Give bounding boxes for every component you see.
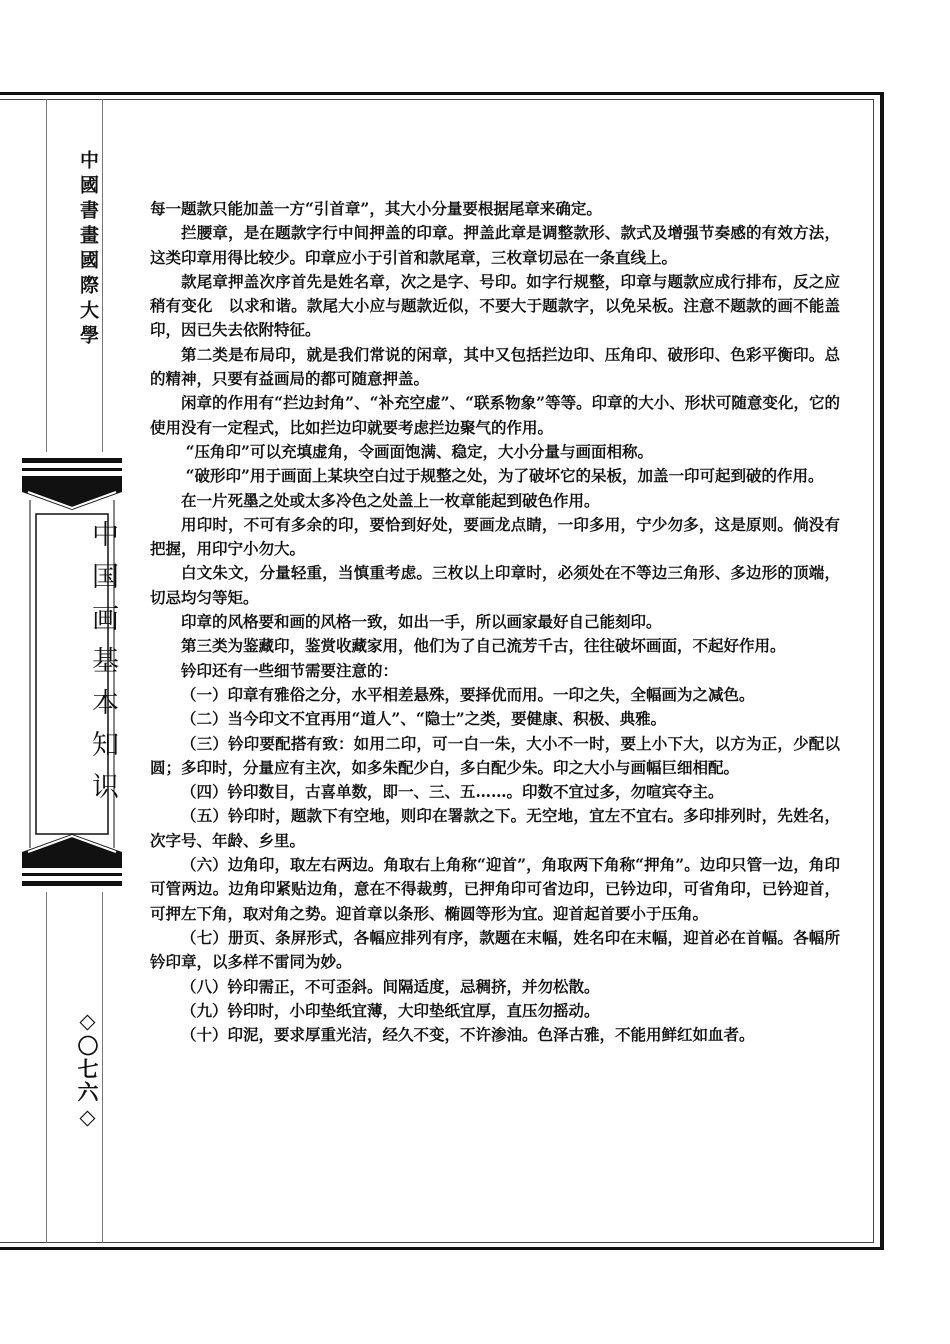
- page-number: ◇〇七六◇: [75, 1008, 100, 1131]
- list-item: （九）钤印时，小印垫纸宜薄，大印垫纸宜厚，直压勿摇动。: [181, 1000, 600, 1020]
- paragraph: 闲章的作用有“拦边封角”、“补充空虚”、“联系物象”等等。印章的大小、形状可随意变化，它的使用没有一定程式，比如拦边印就要考虑拦边聚气的作用。: [150, 393, 840, 437]
- list-item: （五）钤印时，题款下有空地，则印在署款之下。无空地，宜左不宜右。多印排列时，先姓名，次字号、年龄、乡里。: [150, 806, 840, 850]
- list-item: （八）钤印需正，不可歪斜。间隔适度，忌稠挤，并勿松散。: [181, 976, 600, 996]
- paragraph: 用印时，不可有多余的印，要恰到好处，要画龙点睛，一印多用，宁少勿多，这是原则。倘没有把握，用印宁小勿大。: [150, 514, 840, 559]
- book-title: 中国画基本知识: [87, 520, 118, 814]
- list-item: （七）册页、条屏形式，各幅应排列有序，款题在末幅，姓名印在末幅，迎首必在首幅。各幅所钤印章，以多样不雷同为妙。: [150, 927, 840, 972]
- paragraph: 印章的风格要和画的风格一致，如出一手，所以画家最好自己能刻印。: [181, 612, 662, 632]
- paragraph: 拦腰章，是在题款字行中间押盖的印章。押盖此章是调整款形、款式及增强节奏感的有效方法，这类印章用得比较少。印章应小于引首和款尾章，三枚章切忌在一条直线上。: [150, 223, 840, 267]
- list-item: （三）钤印要配搭有致：如用二印，可一白一朱，大小不一时，要上小下大，以方为正，少配以圆；多印时，分量应有主次，如多朱配少白，多白配少朱。印之大小与画幅巨细相配。: [150, 733, 840, 777]
- paragraph: 在一片死墨之处或太多冷色之处盖上一枚章能起到破色作用。: [181, 490, 600, 510]
- paragraph: 白文朱文，分量轻重，当慎重考虑。三枚以上印章时，必须处在不等边三角形、多边形的顶端，切忌均匀等矩。: [150, 563, 840, 607]
- list-item: （十）印泥，要求厚重光洁，经久不变，不许渗油。色泽古雅，不能用鲜红如血者。: [181, 1025, 755, 1045]
- list-item: （四）钤印数目，古喜单数，即一、三、五……。印数不宜过多，勿喧宾夺主。: [181, 782, 724, 802]
- list-item: （六）边角印，取左右两边。角取右上角称“迎首”，角取两下角称“押角”。边印只管一边，角印可管两边。边角印紧贴边角，意在不得裁剪，已押角印可省边印，已钤边印，可省角印，已钤迎首，可押左下角，取对角之势。迎首章以条形、椭圆等形为宜。迎首起首要小于压角。: [150, 855, 840, 923]
- paragraph: 每一题款只能加盖一方“引首章”，其大小分量要根据尾章来确定。: [150, 199, 602, 218]
- university-name: 中國書畫國際大學: [77, 150, 99, 350]
- paragraph: 第二类是布局印，就是我们常说的闲章，其中又包括拦边印、压角印、破形印、色彩平衡印。总的精神，只要有益画局的都可随意押盖。: [150, 344, 840, 389]
- list-item: （一）印章有雅俗之分，水平相差悬殊，要择优而用。一印之失，全幅画为之减色。: [181, 684, 755, 704]
- body-text: [150, 197, 840, 1047]
- list-item: （二）当今印文不宜再用“道人”、“隐士”之类，要健康、积极、典雅。: [181, 709, 667, 729]
- paragraph: 钤印还有一些细节需要注意的：: [181, 660, 399, 680]
- paragraph: “压角印”可以充填虚角，令画面饱满、稳定，大小分量与画面相称。: [185, 441, 653, 461]
- paragraph: 第三类为鉴藏印，鉴赏收藏家用，他们为了自己流芳千古，往往破坏画面，不起好作用。: [181, 636, 786, 656]
- paragraph: 款尾章押盖次序首先是姓名章，次之是字、号印。如字行规整，印章与题款应成行排布，反之应稍有变化 以求和谐。款尾大小应与题款近似，不要大于题款字，以免呆板。注意不题款的画不能盖印，因已失去依附特征。: [150, 271, 840, 340]
- paragraph: “破形印”用于画面上某块空白过于规整之处，为了破坏它的呆板，加盖一印可起到破的作用。: [185, 466, 824, 486]
